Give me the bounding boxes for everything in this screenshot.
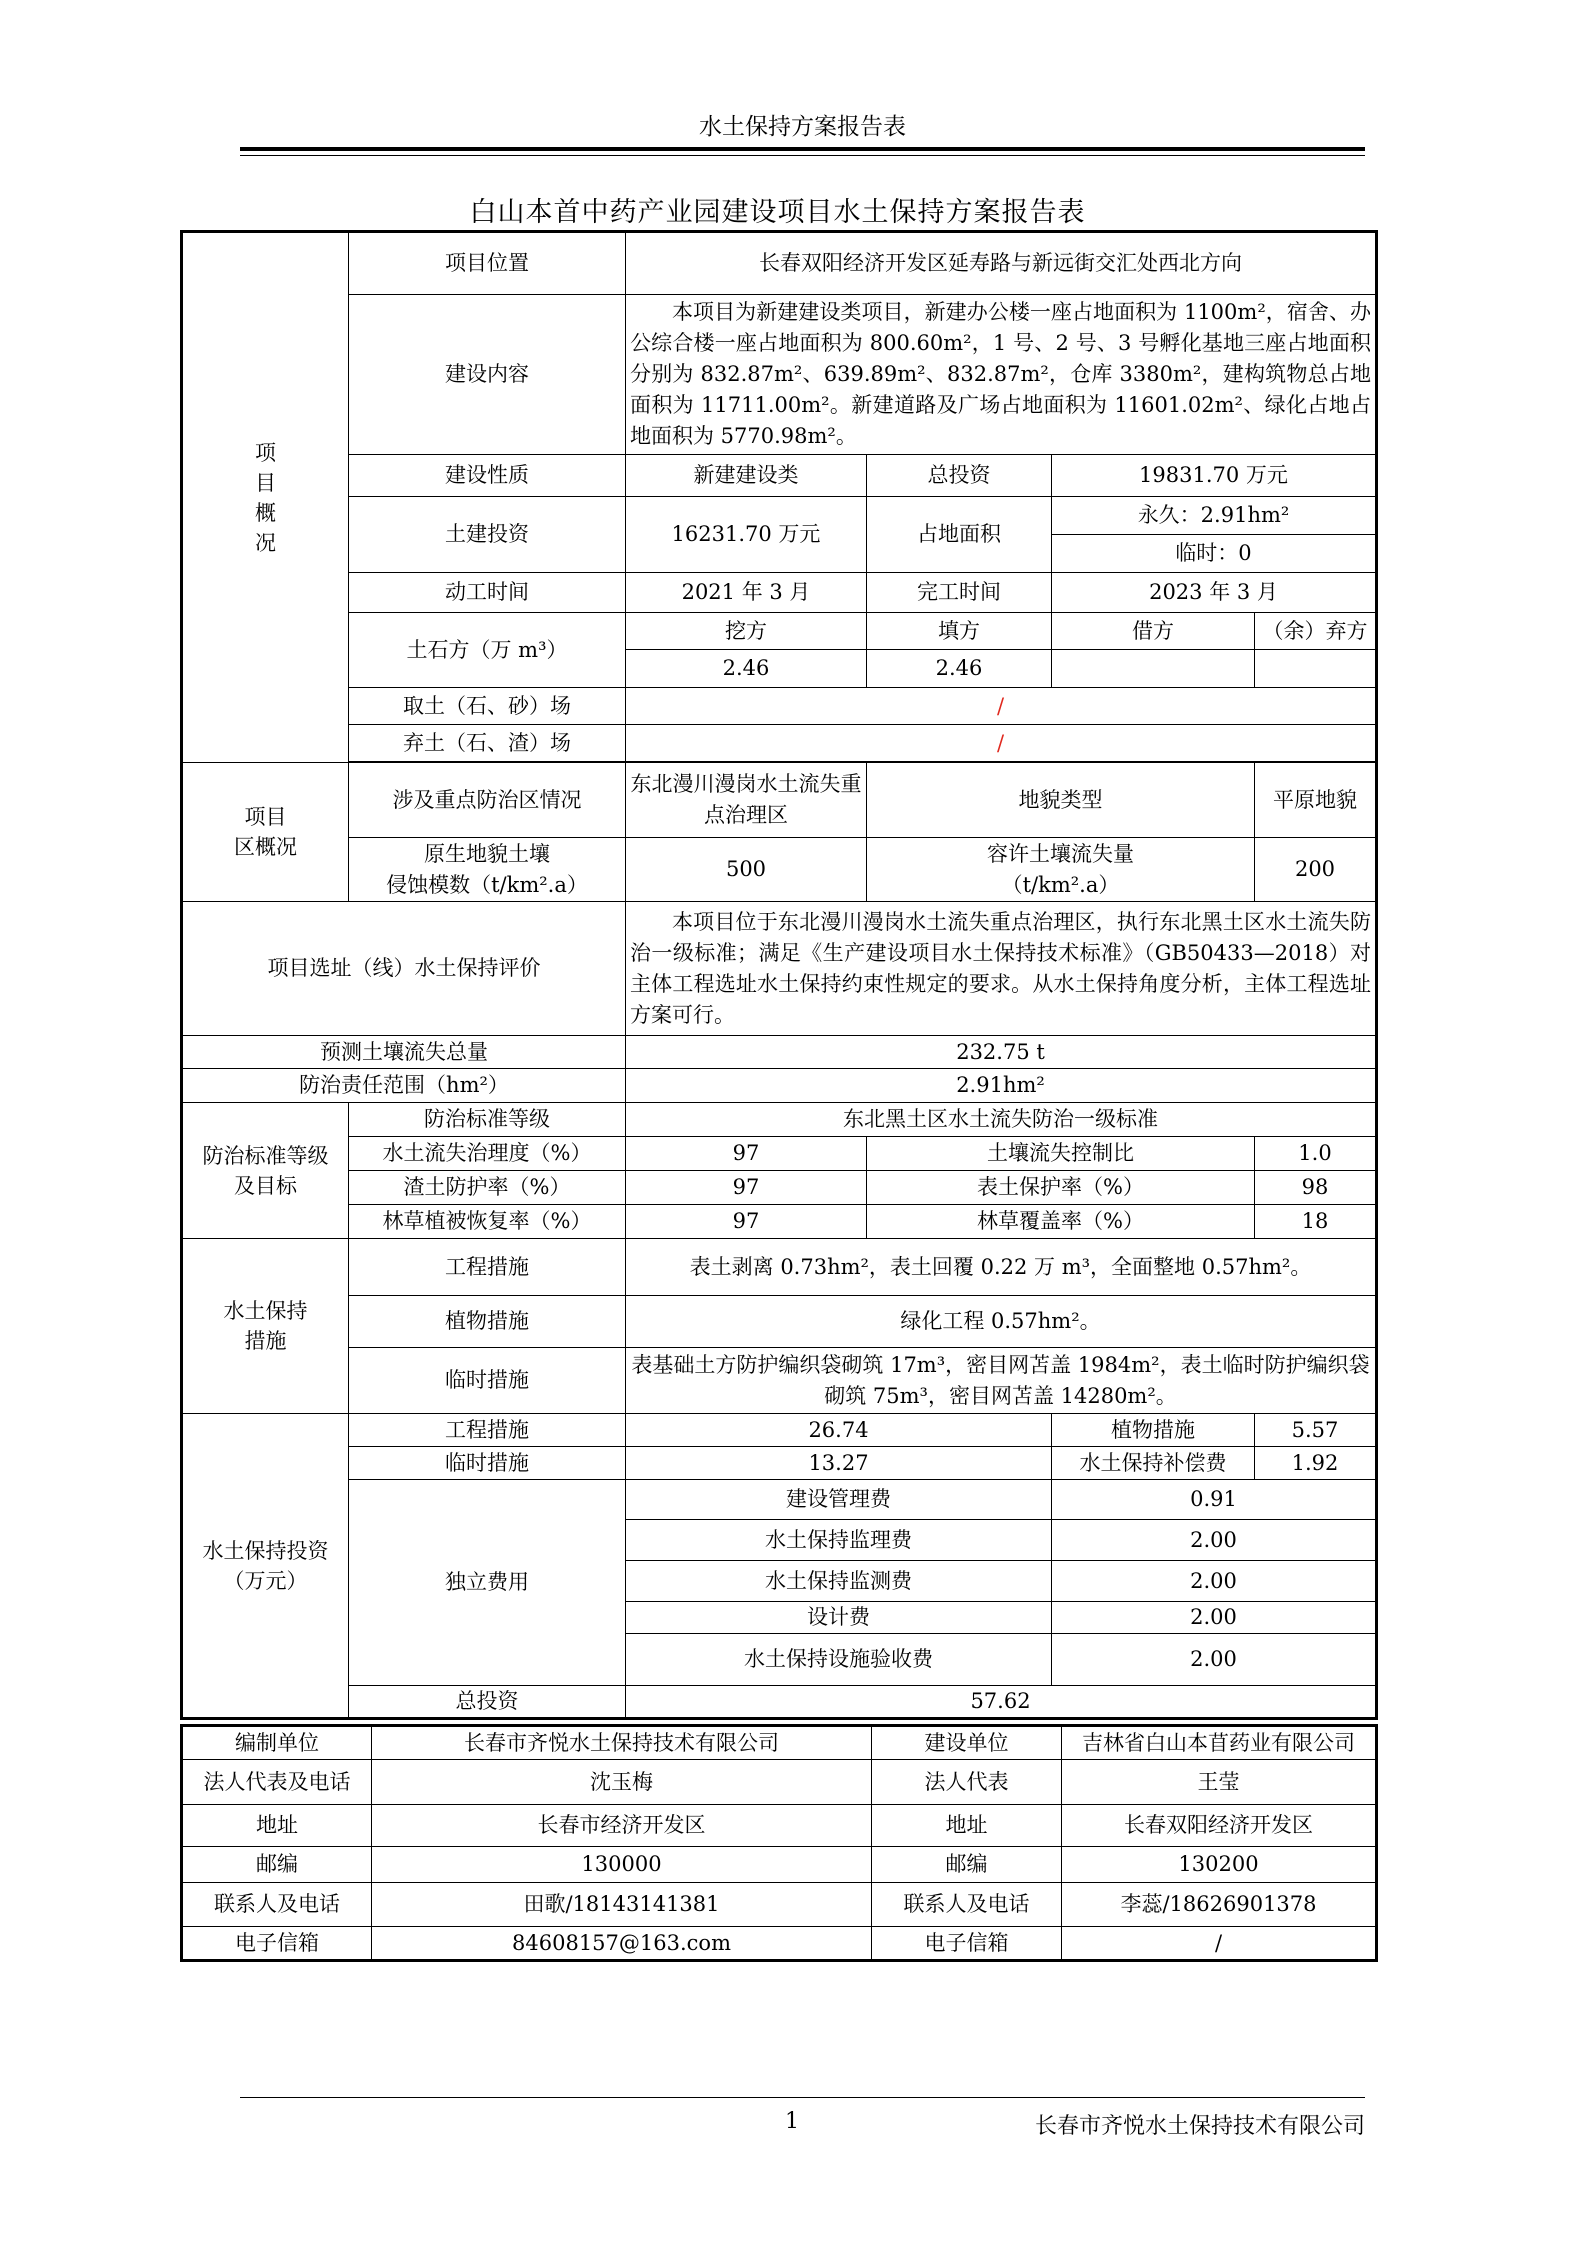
party-row-6-v2: / [1062,1927,1377,1961]
std-row-2-label2: 表土保护率（%） [867,1171,1255,1205]
temp-measure-label: 临时措施 [349,1348,626,1414]
std-row-2-value: 97 [626,1171,867,1205]
party-row-1-l2: 建设单位 [872,1726,1062,1760]
area-permanent: 永久：2.91hm² [1052,497,1377,535]
content-label: 建设内容 [349,295,626,455]
party-row-3-l1: 地址 [182,1805,372,1847]
party-row-6-v1: 84608157@163.com [372,1927,872,1961]
start-label: 动工时间 [349,573,626,613]
zone-value: 东北漫川漫岗水土流失重点治理区 [626,763,867,838]
running-header: 水土保持方案报告表 [699,114,906,140]
earth-col-cut: 挖方 [626,613,867,650]
start-value: 2021 年 3 月 [626,573,867,613]
party-row-4-v1: 130000 [372,1847,872,1883]
erosion-label: 原生地貌土壤 侵蚀模数（t/km².a） [349,838,626,902]
spoil-site-label: 弃土（石、渣）场 [349,725,626,762]
allow-value: 200 [1255,838,1377,902]
indep-item-3-value: 2.00 [1052,1561,1377,1602]
grade-value: 东北黑土区水土流失防治一级标准 [626,1103,1377,1137]
inv-total-label: 总投资 [349,1686,626,1719]
party-row-5-l2: 联系人及电话 [872,1883,1062,1927]
std-row-3-value: 97 [626,1205,867,1239]
measures-group-label: 水土保持 措施 [182,1239,349,1414]
inv-veg-value: 5.57 [1255,1414,1377,1447]
zone-label: 涉及重点防治区情况 [349,763,626,838]
party-row-1-v1: 长春市齐悦水土保持技术有限公司 [372,1726,872,1760]
total-invest-value: 19831.70 万元 [1052,455,1377,497]
content-value: 本项目为新建建设类项目，新建办公楼一座占地面积为 1100m²，宿舍、办公综合楼一座占地面积为 800.60m²，1 号、2 号、3 号孵化基地三座占地面积分别为 832.87m²、639.89m²、832.87m²，仓库 3380m²，建构筑物总占地面积为 11711.00m²。新建道路及广场占地面积为 11601.02m²、绿化占地占地面积为 5770.98m²。 [626,295,1377,455]
predict-label: 预测土壤流失总量 [182,1036,626,1069]
temp-measure-value: 表基础土方防护编织袋砌筑 17m³，密目网苫盖 1984m²，表土临时防护编织袋砌筑 75m³，密目网苫盖 14280m²。 [626,1348,1377,1414]
party-row-5-v2: 李蕊/18626901378 [1062,1883,1377,1927]
site-eval-value: 本项目位于东北漫川漫岗水土流失重点治理区，执行东北黑土区水土流失防治一级标准；满足《生产建设项目水土保持技术标准》（GB50433—2018）对主体工程选址水土保持约束性规定的要求。从水土保持角度分析，主体工程选址方案可行。 [626,902,1377,1036]
eng-measure-value: 表土剥离 0.73hm²，表土回覆 0.22 万 m³，全面整地 0.57hm²。 [626,1239,1377,1296]
landform-value: 平原地貌 [1255,763,1377,838]
party-row-3-v2: 长春双阳经济开发区 [1062,1805,1377,1847]
grade-label: 防治标准等级 [349,1103,626,1137]
predict-value: 232.75 t [626,1036,1377,1069]
indep-item-4-value: 2.00 [1052,1602,1377,1634]
footer-rule [240,2097,1365,2098]
civil-invest-value: 16231.70 万元 [626,497,867,573]
footer-company: 长春市齐悦水土保持技术有限公司 [1034,2114,1365,2139]
allow-label: 容许土壤流失量 （t/km².a） [867,838,1255,902]
earth-col-fill: 填方 [867,613,1052,650]
inv-eng-label: 工程措施 [349,1414,626,1447]
area-temporary: 临时：0 [1052,535,1377,573]
std-row-1-value2: 1.0 [1255,1137,1377,1171]
total-invest-label: 总投资 [867,455,1052,497]
std-row-1-label: 水土流失治理度（%） [349,1137,626,1171]
header-rule-thick [240,147,1365,151]
indep-item-5-value: 2.00 [1052,1634,1377,1686]
indep-item-2-value: 2.00 [1052,1520,1377,1561]
indep-item-2-label: 水土保持监理费 [626,1520,1052,1561]
borrow-site-value: / [626,688,1377,725]
inv-veg-label: 植物措施 [1052,1414,1255,1447]
party-row-5-v1: 田歌/18143141381 [372,1883,872,1927]
veg-measure-label: 植物措施 [349,1296,626,1348]
civil-invest-label: 土建投资 [349,497,626,573]
parties-table [180,1724,1378,1962]
std-row-3-label2: 林草覆盖率（%） [867,1205,1255,1239]
earth-val-fill: 2.46 [867,650,1052,688]
indep-item-4-label: 设计费 [626,1602,1052,1634]
std-row-1-label2: 土壤流失控制比 [867,1137,1255,1171]
site-eval-label: 项目选址（线）水土保持评价 [182,902,626,1036]
earth-val-cut: 2.46 [626,650,867,688]
end-value: 2023 年 3 月 [1052,573,1377,613]
std-row-3-label: 林草植被恢复率（%） [349,1205,626,1239]
overview-group-label: 项 目 概 况 [182,232,349,763]
location-label: 项目位置 [349,232,626,295]
report-table [180,230,1378,1720]
party-row-1-v2: 吉林省白山本苜药业有限公司 [1062,1726,1377,1760]
header-rule-thin [240,155,1365,156]
indep-label: 独立费用 [349,1480,626,1686]
inv-eng-value: 26.74 [626,1414,1052,1447]
inv-comp-value: 1.92 [1255,1447,1377,1480]
earth-col-borrow: 借方 [1052,613,1255,650]
earth-val-spoil [1255,650,1377,688]
erosion-value: 500 [626,838,867,902]
veg-measure-value: 绿化工程 0.57hm²。 [626,1296,1377,1348]
invest-group-label: 水土保持投资 （万元） [182,1414,349,1719]
end-label: 完工时间 [867,573,1052,613]
standard-group-label: 防治标准等级 及目标 [182,1103,349,1239]
location-value: 长春双阳经济开发区延寿路与新远街交汇处西北方向 [626,232,1377,295]
party-row-4-l2: 邮编 [872,1847,1062,1883]
party-row-2-v2: 王莹 [1062,1760,1377,1805]
landform-label: 地貌类型 [867,763,1255,838]
indep-item-3-label: 水土保持监测费 [626,1561,1052,1602]
page-number: 1 [785,2109,799,2134]
area-group-label: 项目 区概况 [182,763,349,902]
std-row-2-value2: 98 [1255,1171,1377,1205]
party-row-1-l1: 编制单位 [182,1726,372,1760]
eng-measure-label: 工程措施 [349,1239,626,1296]
resp-area-label: 防治责任范围（hm²） [182,1069,626,1103]
party-row-2-l2: 法人代表 [872,1760,1062,1805]
party-row-4-v2: 130200 [1062,1847,1377,1883]
std-row-3-value2: 18 [1255,1205,1377,1239]
inv-comp-label: 水土保持补偿费 [1052,1447,1255,1480]
std-row-1-value: 97 [626,1137,867,1171]
earth-val-borrow [1052,650,1255,688]
party-row-3-v1: 长春市经济开发区 [372,1805,872,1847]
inv-temp-value: 13.27 [626,1447,1052,1480]
spoil-site-value: / [626,725,1377,762]
party-row-4-l1: 邮编 [182,1847,372,1883]
std-row-2-label: 渣土防护率（%） [349,1171,626,1205]
borrow-site-label: 取土（石、砂）场 [349,688,626,725]
earth-label: 土石方（万 m³） [349,613,626,688]
party-row-2-v1: 沈玉梅 [372,1760,872,1805]
report-title: 白山本首中药产业园建设项目水土保持方案报告表 [469,197,1086,228]
party-row-5-l1: 联系人及电话 [182,1883,372,1927]
indep-item-1-value: 0.91 [1052,1480,1377,1520]
indep-item-1-label: 建设管理费 [626,1480,1052,1520]
party-row-6-l1: 电子信箱 [182,1927,372,1961]
party-row-3-l2: 地址 [872,1805,1062,1847]
party-row-2-l1: 法人代表及电话 [182,1760,372,1805]
earth-col-spoil: （余）弃方 [1255,613,1377,650]
nature-label: 建设性质 [349,455,626,497]
inv-temp-label: 临时措施 [349,1447,626,1480]
indep-item-5-label: 水土保持设施验收费 [626,1634,1052,1686]
inv-total-value: 57.62 [626,1686,1377,1719]
nature-value: 新建建设类 [626,455,867,497]
resp-area-value: 2.91hm² [626,1069,1377,1103]
party-row-6-l2: 电子信箱 [872,1927,1062,1961]
area-label: 占地面积 [867,497,1052,573]
